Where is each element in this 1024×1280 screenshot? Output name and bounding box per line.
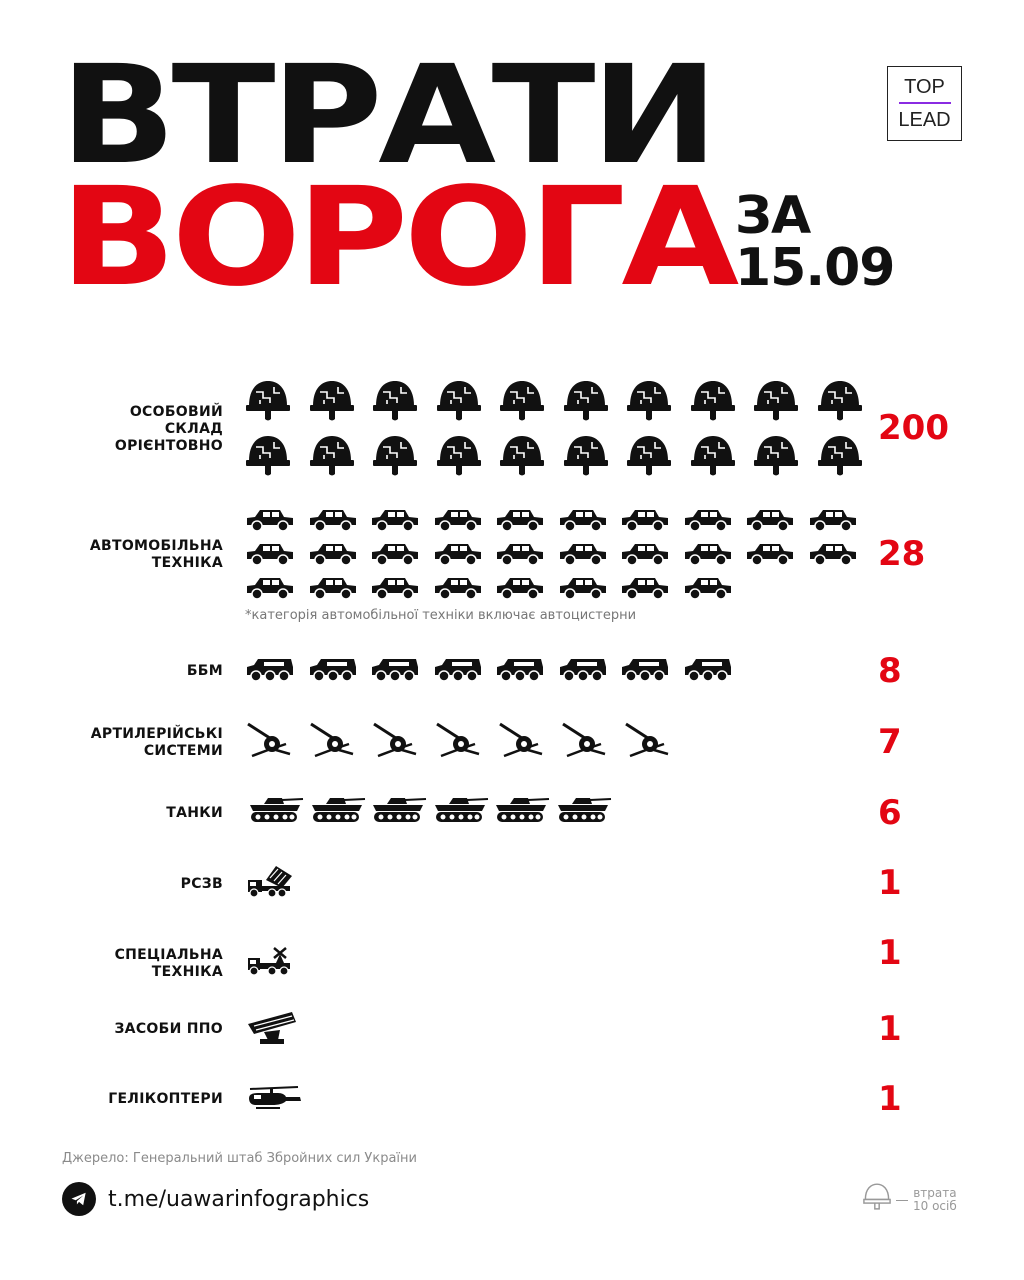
row-value-artillery: 7 — [878, 722, 902, 762]
row-value-air-defense: 1 — [878, 1009, 902, 1049]
helmet-icon — [564, 433, 608, 485]
car-icon — [809, 507, 857, 537]
row-label-personnel: ОСОБОВИЙ СКЛАД ОРІЄНТОВНО — [114, 404, 223, 454]
car-icon — [309, 575, 357, 605]
row-value-vehicles: 28 — [878, 534, 926, 574]
artillery-icon — [498, 720, 544, 762]
car-icon — [371, 541, 419, 571]
tank-icon — [554, 794, 612, 828]
artillery-icon — [309, 720, 355, 762]
row-value-helicopters: 1 — [878, 1079, 902, 1119]
row-label-artillery: АРТИЛЕРІЙСЬКІ СИСТЕМИ — [90, 726, 223, 759]
tank-icon — [369, 794, 427, 828]
armored-vehicle-icon — [559, 655, 607, 687]
car-icon — [559, 575, 607, 605]
row-value-personnel: 200 — [878, 408, 949, 448]
artillery-icon — [435, 720, 481, 762]
row-label-tanks: ТАНКИ — [166, 805, 223, 821]
helmet-icon — [754, 433, 798, 485]
car-icon — [496, 541, 544, 571]
helicopter-icon — [246, 1084, 302, 1116]
row-value-mlrs: 1 — [878, 863, 902, 903]
car-icon — [621, 507, 669, 537]
artillery-icon — [561, 720, 607, 762]
helmet-icon — [246, 378, 290, 430]
legend-text — [913, 1187, 957, 1213]
artillery-icon — [624, 720, 670, 762]
legend-line-2: 10 осіб — [913, 1199, 957, 1213]
car-icon — [246, 575, 294, 605]
helmet-icon — [373, 433, 417, 485]
helmet-icon — [818, 433, 862, 485]
helmet-icon — [246, 433, 290, 485]
row-label-mlrs: РСЗВ — [180, 876, 223, 892]
legend-dash — [896, 1200, 908, 1201]
telegram-icon — [62, 1182, 96, 1216]
armored-vehicle-icon — [434, 655, 482, 687]
car-icon — [559, 507, 607, 537]
car-icon — [246, 541, 294, 571]
armored-vehicle-icon — [246, 655, 294, 687]
row-value-ifv: 8 — [878, 651, 902, 691]
car-icon — [684, 541, 732, 571]
legend — [862, 1182, 957, 1218]
logo-divider — [899, 102, 951, 104]
artillery-icon — [372, 720, 418, 762]
helmet-icon — [500, 378, 544, 430]
car-icon — [621, 541, 669, 571]
helmet-icon — [627, 433, 671, 485]
special-vehicle-icon — [246, 944, 294, 980]
logo-top: TOP — [904, 76, 945, 98]
title-date — [735, 186, 895, 298]
air-defense-icon — [246, 1010, 298, 1050]
tank-icon — [308, 794, 366, 828]
helmet-icon — [627, 378, 671, 430]
car-icon — [371, 575, 419, 605]
tank-icon — [431, 794, 489, 828]
car-icon — [434, 541, 482, 571]
title-line-1: ВТРАТИ — [60, 37, 715, 195]
armored-vehicle-icon — [496, 655, 544, 687]
tank-icon — [492, 794, 550, 828]
row-value-special: 1 — [878, 933, 902, 973]
car-icon — [309, 541, 357, 571]
vehicles-note: *категорія автомобільної техніки включає автоцистерни — [245, 608, 637, 623]
car-icon — [559, 541, 607, 571]
helmet-icon — [691, 433, 735, 485]
helmet-icon — [437, 433, 481, 485]
armored-vehicle-icon — [621, 655, 669, 687]
car-icon — [746, 507, 794, 537]
car-icon — [684, 575, 732, 605]
armored-vehicle-icon — [309, 655, 357, 687]
helmet-icon — [310, 378, 354, 430]
legend-helmet-icon — [862, 1182, 892, 1218]
armored-vehicle-icon — [371, 655, 419, 687]
car-icon — [496, 575, 544, 605]
helmet-icon — [691, 378, 735, 430]
car-icon — [246, 507, 294, 537]
mlrs-icon — [246, 864, 294, 902]
row-label-vehicles: АВТОМОБІЛЬНА ТЕХНІКА — [89, 538, 223, 571]
telegram-link[interactable] — [62, 1182, 369, 1216]
armored-vehicle-icon — [684, 655, 732, 687]
helmet-icon — [818, 378, 862, 430]
car-icon — [496, 507, 544, 537]
tank-icon — [246, 794, 304, 828]
row-label-helicopters: ГЕЛІКОПТЕРИ — [108, 1091, 223, 1107]
car-icon — [621, 575, 669, 605]
row-label-ifv: ББМ — [186, 663, 223, 679]
legend-line-1: втрата — [913, 1186, 957, 1200]
car-icon — [809, 541, 857, 571]
car-icon — [746, 541, 794, 571]
title-za: ЗА — [735, 186, 811, 246]
artillery-icon — [246, 720, 292, 762]
helmet-icon — [754, 378, 798, 430]
row-label-air-defense: ЗАСОБИ ППО — [114, 1021, 223, 1037]
row-label-special: СПЕЦІАЛЬНА ТЕХНІКА — [114, 947, 223, 980]
helmet-icon — [500, 433, 544, 485]
toplead-logo — [887, 66, 962, 141]
car-icon — [434, 575, 482, 605]
source-text: Джерело: Генеральний штаб Збройних сил України — [62, 1151, 417, 1166]
helmet-icon — [310, 433, 354, 485]
helmet-icon — [564, 378, 608, 430]
row-value-tanks: 6 — [878, 793, 902, 833]
car-icon — [684, 507, 732, 537]
helmet-icon — [373, 378, 417, 430]
car-icon — [309, 507, 357, 537]
car-icon — [371, 507, 419, 537]
car-icon — [434, 507, 482, 537]
title-date-value: 15.09 — [735, 238, 895, 298]
title-line-2: ВОРОГА — [60, 159, 735, 317]
telegram-link-text[interactable]: t.me/uawarinfographics — [108, 1186, 370, 1212]
logo-bottom: LEAD — [898, 109, 951, 131]
helmet-icon — [437, 378, 481, 430]
